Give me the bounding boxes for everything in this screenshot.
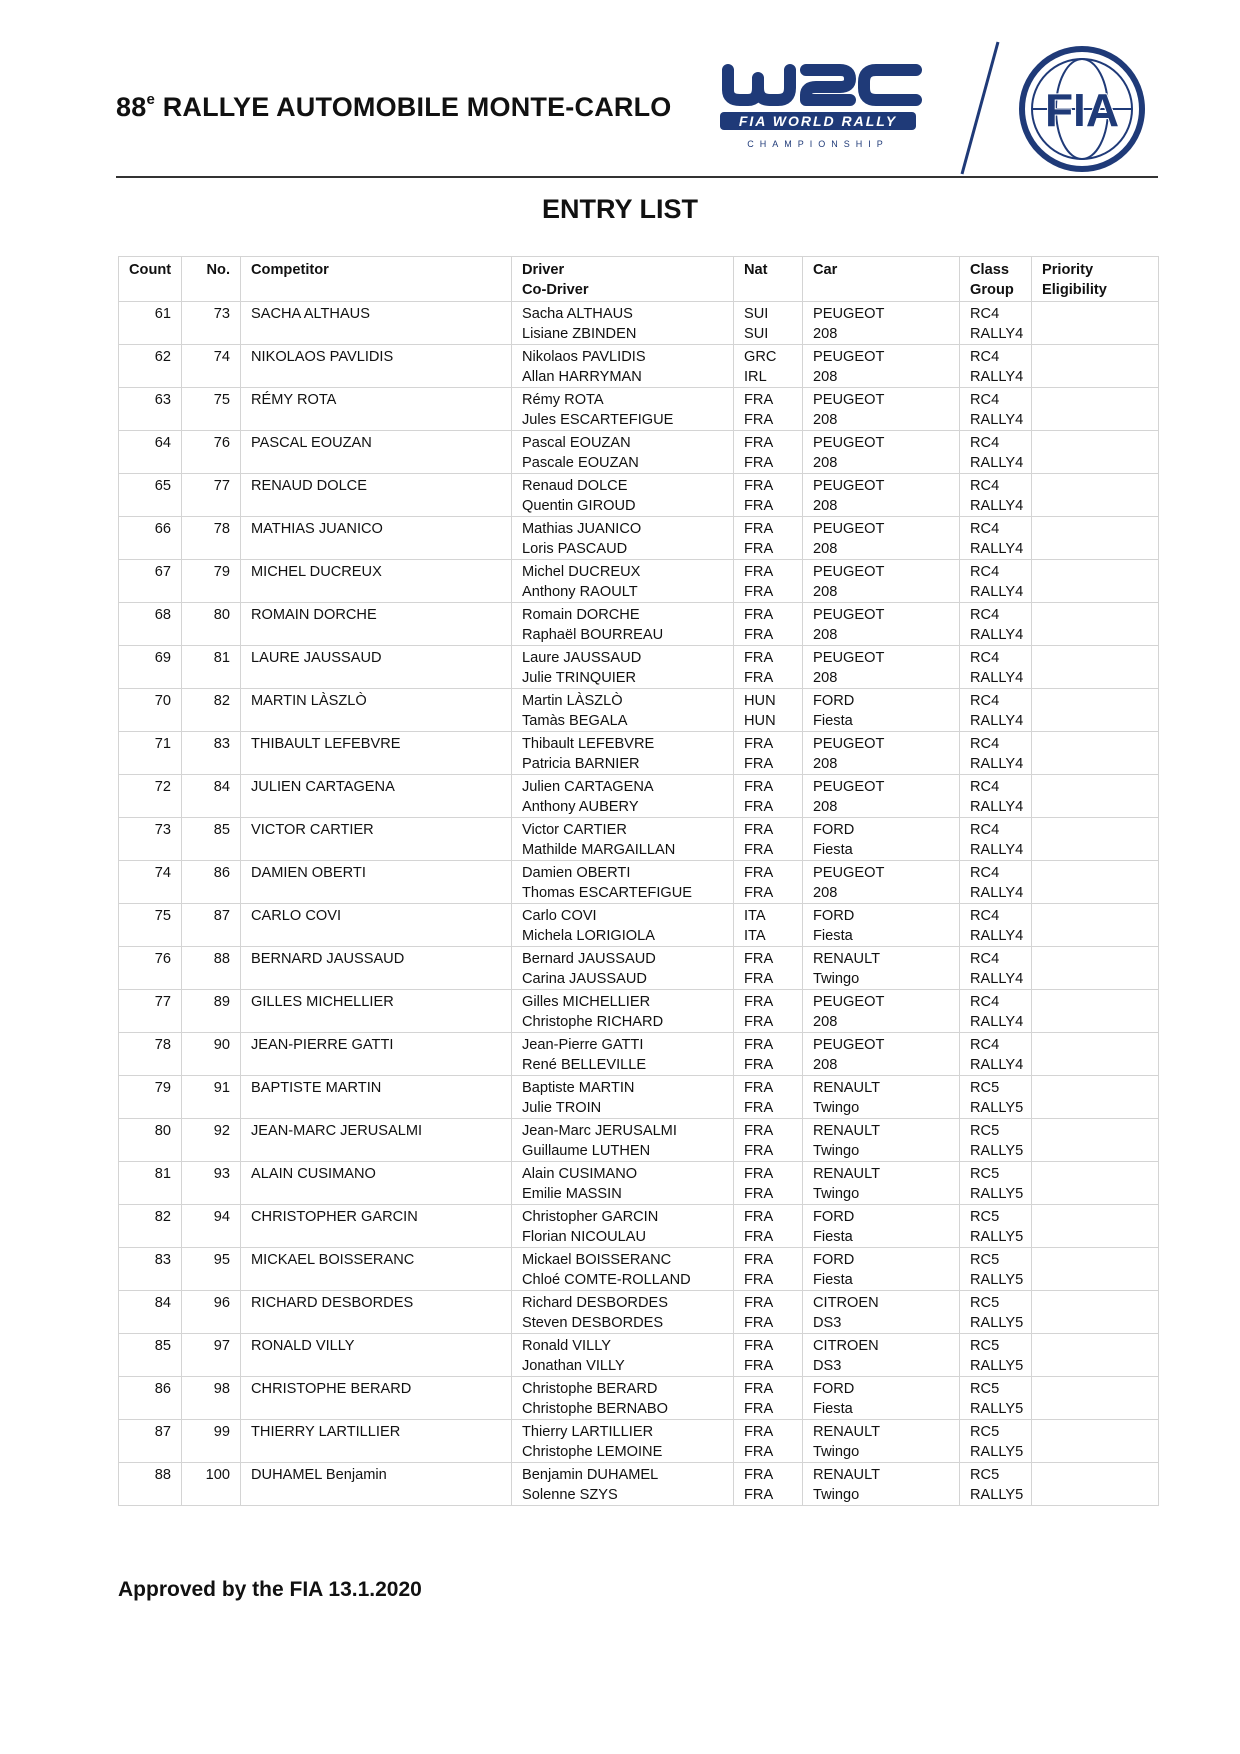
table-row (119, 345, 1159, 388)
count-cell: 85 (119, 1334, 182, 1377)
nationality-cell: SUI SUI (734, 302, 803, 345)
car-cell: CITROEN DS3 (803, 1291, 960, 1334)
crew-cell: Michel DUCREUX Anthony RAOULT (512, 560, 734, 603)
car-cell: FORD Fiesta (803, 1205, 960, 1248)
crew-cell: Thierry LARTILLIER Christophe LEMOINE (512, 1420, 734, 1463)
table-row (119, 947, 1159, 990)
nationality-cell: FRA FRA (734, 517, 803, 560)
table-row (119, 560, 1159, 603)
class-group-cell: RC4 RALLY4 (960, 990, 1032, 1033)
crew-cell: Jean-Marc JERUSALMI Guillaume LUTHEN (512, 1119, 734, 1162)
priority-cell (1032, 1463, 1159, 1506)
count-cell: 64 (119, 431, 182, 474)
class-group-cell: RC5 RALLY5 (960, 1076, 1032, 1119)
class-group-cell: RC4 RALLY4 (960, 517, 1032, 560)
class-group-cell: RC4 RALLY4 (960, 947, 1032, 990)
class-group-cell: RC4 RALLY4 (960, 603, 1032, 646)
car-number-cell: 74 (182, 345, 241, 388)
car-cell: FORD Fiesta (803, 1377, 960, 1420)
car-number-cell: 96 (182, 1291, 241, 1334)
crew-cell: Romain DORCHE Raphaël BOURREAU (512, 603, 734, 646)
entry-table-body (119, 302, 1159, 1506)
class-group-cell: RC4 RALLY4 (960, 431, 1032, 474)
car-number-cell: 93 (182, 1162, 241, 1205)
count-cell: 63 (119, 388, 182, 431)
crew-cell: Mathias JUANICO Loris PASCAUD (512, 517, 734, 560)
table-row (119, 689, 1159, 732)
car-number-cell: 78 (182, 517, 241, 560)
class-group-cell: RC4 RALLY4 (960, 732, 1032, 775)
class-group-cell: RC4 RALLY4 (960, 345, 1032, 388)
priority-cell (1032, 1334, 1159, 1377)
crew-cell: Richard DESBORDES Steven DESBORDES (512, 1291, 734, 1334)
crew-cell: Victor CARTIER Mathilde MARGAILLAN (512, 818, 734, 861)
car-cell: PEUGEOT 208 (803, 517, 960, 560)
car-number-cell: 95 (182, 1248, 241, 1291)
car-cell: RENAULT Twingo (803, 1420, 960, 1463)
table-row (119, 1248, 1159, 1291)
car-cell: PEUGEOT 208 (803, 388, 960, 431)
nationality-cell: FRA FRA (734, 1248, 803, 1291)
priority-cell (1032, 560, 1159, 603)
priority-cell (1032, 775, 1159, 818)
competitor-cell: MARTIN LÀSZLÒ (241, 689, 512, 732)
nationality-cell: FRA FRA (734, 1377, 803, 1420)
car-number-cell: 79 (182, 560, 241, 603)
car-cell: PEUGEOT 208 (803, 431, 960, 474)
car-cell: RENAULT Twingo (803, 1162, 960, 1205)
car-number-cell: 81 (182, 646, 241, 689)
competitor-cell: JEAN-PIERRE GATTI (241, 1033, 512, 1076)
table-row (119, 474, 1159, 517)
nationality-cell: FRA FRA (734, 1162, 803, 1205)
priority-cell (1032, 990, 1159, 1033)
priority-cell (1032, 732, 1159, 775)
crew-cell: Benjamin DUHAMEL Solenne SZYS (512, 1463, 734, 1506)
table-header-row (119, 257, 1159, 302)
car-number-cell: 100 (182, 1463, 241, 1506)
crew-cell: Carlo COVI Michela LORIGIOLA (512, 904, 734, 947)
count-cell: 68 (119, 603, 182, 646)
priority-cell (1032, 1162, 1159, 1205)
table-row (119, 1076, 1159, 1119)
nationality-cell: FRA FRA (734, 1463, 803, 1506)
crew-cell: Renaud DOLCE Quentin GIROUD (512, 474, 734, 517)
table-row (119, 990, 1159, 1033)
nationality-cell: FRA FRA (734, 990, 803, 1033)
table-row (119, 1377, 1159, 1420)
table-row (119, 1119, 1159, 1162)
count-cell: 86 (119, 1377, 182, 1420)
car-number-cell: 83 (182, 732, 241, 775)
nationality-cell: FRA FRA (734, 1205, 803, 1248)
col-priority-header: Priority Eligibility (1032, 257, 1159, 302)
competitor-cell: RICHARD DESBORDES (241, 1291, 512, 1334)
count-cell: 74 (119, 861, 182, 904)
class-group-cell: RC5 RALLY5 (960, 1119, 1032, 1162)
competitor-cell: BAPTISTE MARTIN (241, 1076, 512, 1119)
competitor-cell: PASCAL EOUZAN (241, 431, 512, 474)
svg-text:FIA: FIA (1044, 84, 1120, 136)
nationality-cell: FRA FRA (734, 732, 803, 775)
car-number-cell: 73 (182, 302, 241, 345)
page-header (116, 0, 1158, 176)
car-cell: RENAULT Twingo (803, 947, 960, 990)
svg-text:FIA WORLD RALLY: FIA WORLD RALLY (738, 113, 898, 129)
competitor-cell: RENAUD DOLCE (241, 474, 512, 517)
priority-cell (1032, 388, 1159, 431)
priority-cell (1032, 646, 1159, 689)
car-cell: PEUGEOT 208 (803, 646, 960, 689)
priority-cell (1032, 1205, 1159, 1248)
priority-cell (1032, 302, 1159, 345)
class-group-cell: RC5 RALLY5 (960, 1162, 1032, 1205)
car-cell: PEUGEOT 208 (803, 732, 960, 775)
car-number-cell: 76 (182, 431, 241, 474)
count-cell: 73 (119, 818, 182, 861)
car-number-cell: 82 (182, 689, 241, 732)
class-group-cell: RC4 RALLY4 (960, 775, 1032, 818)
car-cell: FORD Fiesta (803, 818, 960, 861)
car-cell: FORD Fiesta (803, 904, 960, 947)
car-number-cell: 97 (182, 1334, 241, 1377)
car-cell: PEUGEOT 208 (803, 345, 960, 388)
class-group-cell: RC5 RALLY5 (960, 1248, 1032, 1291)
table-row (119, 603, 1159, 646)
count-cell: 78 (119, 1033, 182, 1076)
car-cell: RENAULT Twingo (803, 1463, 960, 1506)
competitor-cell: NIKOLAOS PAVLIDIS (241, 345, 512, 388)
nationality-cell: FRA FRA (734, 560, 803, 603)
car-number-cell: 98 (182, 1377, 241, 1420)
nationality-cell: FRA FRA (734, 775, 803, 818)
car-cell: PEUGEOT 208 (803, 1033, 960, 1076)
nationality-cell: FRA FRA (734, 1033, 803, 1076)
priority-cell (1032, 603, 1159, 646)
count-cell: 75 (119, 904, 182, 947)
crew-cell: Nikolaos PAVLIDIS Allan HARRYMAN (512, 345, 734, 388)
car-number-cell: 92 (182, 1119, 241, 1162)
count-cell: 81 (119, 1162, 182, 1205)
count-cell: 83 (119, 1248, 182, 1291)
car-number-cell: 90 (182, 1033, 241, 1076)
competitor-cell: ALAIN CUSIMANO (241, 1162, 512, 1205)
car-cell: RENAULT Twingo (803, 1076, 960, 1119)
crew-cell: Jean-Pierre GATTI René BELLEVILLE (512, 1033, 734, 1076)
crew-cell: Laure JAUSSAUD Julie TRINQUIER (512, 646, 734, 689)
crew-cell: Rémy ROTA Jules ESCARTEFIGUE (512, 388, 734, 431)
nationality-cell: FRA FRA (734, 1291, 803, 1334)
class-group-cell: RC4 RALLY4 (960, 560, 1032, 603)
crew-cell: Bernard JAUSSAUD Carina JAUSSAUD (512, 947, 734, 990)
car-number-cell: 86 (182, 861, 241, 904)
table-row (119, 646, 1159, 689)
count-cell: 67 (119, 560, 182, 603)
fia-logo (1016, 44, 1148, 174)
priority-cell (1032, 1248, 1159, 1291)
car-number-cell: 89 (182, 990, 241, 1033)
car-cell: PEUGEOT 208 (803, 775, 960, 818)
table-row (119, 388, 1159, 431)
count-cell: 88 (119, 1463, 182, 1506)
car-number-cell: 91 (182, 1076, 241, 1119)
priority-cell (1032, 1377, 1159, 1420)
competitor-cell: JEAN-MARC JERUSALMI (241, 1119, 512, 1162)
car-number-cell: 80 (182, 603, 241, 646)
nationality-cell: FRA FRA (734, 603, 803, 646)
entry-table (118, 256, 1159, 1506)
class-group-cell: RC4 RALLY4 (960, 689, 1032, 732)
count-cell: 69 (119, 646, 182, 689)
count-cell: 79 (119, 1076, 182, 1119)
table-row (119, 904, 1159, 947)
competitor-cell: LAURE JAUSSAUD (241, 646, 512, 689)
col-no-header: No. (182, 257, 241, 302)
competitor-cell: RÉMY ROTA (241, 388, 512, 431)
col-nat-header: Nat (734, 257, 803, 302)
event-title: 88e RALLYE AUTOMOBILE MONTE-CARLO (116, 91, 672, 122)
competitor-cell: CHRISTOPHER GARCIN (241, 1205, 512, 1248)
table-row (119, 1463, 1159, 1506)
car-number-cell: 99 (182, 1420, 241, 1463)
priority-cell (1032, 345, 1159, 388)
competitor-cell: GILLES MICHELLIER (241, 990, 512, 1033)
class-group-cell: RC4 RALLY4 (960, 388, 1032, 431)
car-number-cell: 77 (182, 474, 241, 517)
competitor-cell: BERNARD JAUSSAUD (241, 947, 512, 990)
table-row (119, 431, 1159, 474)
competitor-cell: CARLO COVI (241, 904, 512, 947)
crew-cell: Martin LÀSZLÒ Tamàs BEGALA (512, 689, 734, 732)
col-count-header: Count (119, 257, 182, 302)
count-cell: 71 (119, 732, 182, 775)
nationality-cell: FRA FRA (734, 947, 803, 990)
table-row (119, 818, 1159, 861)
priority-cell (1032, 947, 1159, 990)
approval-note: Approved by the FIA 13.1.2020 (118, 1578, 422, 1601)
nationality-cell: FRA FRA (734, 1076, 803, 1119)
crew-cell: Christophe BERARD Christophe BERNABO (512, 1377, 734, 1420)
priority-cell (1032, 431, 1159, 474)
class-group-cell: RC5 RALLY5 (960, 1420, 1032, 1463)
competitor-cell: ROMAIN DORCHE (241, 603, 512, 646)
crew-cell: Thibault LEFEBVRE Patricia BARNIER (512, 732, 734, 775)
class-group-cell: RC5 RALLY5 (960, 1334, 1032, 1377)
col-competitor-header: Competitor (241, 257, 512, 302)
nationality-cell: FRA FRA (734, 474, 803, 517)
class-group-cell: RC5 RALLY5 (960, 1291, 1032, 1334)
crew-cell: Damien OBERTI Thomas ESCARTEFIGUE (512, 861, 734, 904)
table-row (119, 1033, 1159, 1076)
car-cell: PEUGEOT 208 (803, 861, 960, 904)
nationality-cell: FRA FRA (734, 646, 803, 689)
crew-cell: Mickael BOISSERANC Chloé COMTE-ROLLAND (512, 1248, 734, 1291)
priority-cell (1032, 517, 1159, 560)
crew-cell: Ronald VILLY Jonathan VILLY (512, 1334, 734, 1377)
class-group-cell: RC4 RALLY4 (960, 904, 1032, 947)
car-number-cell: 88 (182, 947, 241, 990)
col-class-header: Class Group (960, 257, 1032, 302)
car-cell: PEUGEOT 208 (803, 990, 960, 1033)
car-number-cell: 87 (182, 904, 241, 947)
wrc-logo (718, 60, 928, 156)
class-group-cell: RC4 RALLY4 (960, 1033, 1032, 1076)
nationality-cell: GRC IRL (734, 345, 803, 388)
crew-cell: Sacha ALTHAUS Lisiane ZBINDEN (512, 302, 734, 345)
car-number-cell: 85 (182, 818, 241, 861)
priority-cell (1032, 904, 1159, 947)
class-group-cell: RC4 RALLY4 (960, 646, 1032, 689)
table-row (119, 1420, 1159, 1463)
nationality-cell: FRA FRA (734, 388, 803, 431)
car-cell: PEUGEOT 208 (803, 474, 960, 517)
competitor-cell: DUHAMEL Benjamin (241, 1463, 512, 1506)
car-cell: RENAULT Twingo (803, 1119, 960, 1162)
class-group-cell: RC4 RALLY4 (960, 302, 1032, 345)
car-number-cell: 75 (182, 388, 241, 431)
page-title: ENTRY LIST (541, 194, 698, 224)
priority-cell (1032, 1033, 1159, 1076)
crew-cell: Baptiste MARTIN Julie TROIN (512, 1076, 734, 1119)
count-cell: 80 (119, 1119, 182, 1162)
crew-cell: Pascal EOUZAN Pascale EOUZAN (512, 431, 734, 474)
nationality-cell: FRA FRA (734, 861, 803, 904)
crew-cell: Gilles MICHELLIER Christophe RICHARD (512, 990, 734, 1033)
car-cell: FORD Fiesta (803, 1248, 960, 1291)
count-cell: 70 (119, 689, 182, 732)
nationality-cell: FRA FRA (734, 1420, 803, 1463)
table-row (119, 861, 1159, 904)
table-row (119, 1162, 1159, 1205)
class-group-cell: RC5 RALLY5 (960, 1377, 1032, 1420)
svg-text:CHAMPIONSHIP: CHAMPIONSHIP (747, 139, 889, 149)
class-group-cell: RC4 RALLY4 (960, 474, 1032, 517)
col-car-header: Car (803, 257, 960, 302)
class-group-cell: RC4 RALLY4 (960, 861, 1032, 904)
car-number-cell: 94 (182, 1205, 241, 1248)
table-row (119, 732, 1159, 775)
priority-cell (1032, 861, 1159, 904)
class-group-cell: RC5 RALLY5 (960, 1205, 1032, 1248)
competitor-cell: MATHIAS JUANICO (241, 517, 512, 560)
competitor-cell: MICHEL DUCREUX (241, 560, 512, 603)
col-driver-header: Driver Co-Driver (512, 257, 734, 302)
logo-divider (948, 40, 1008, 176)
count-cell: 76 (119, 947, 182, 990)
count-cell: 62 (119, 345, 182, 388)
table-row (119, 302, 1159, 345)
count-cell: 87 (119, 1420, 182, 1463)
priority-cell (1032, 1420, 1159, 1463)
table-row (119, 1334, 1159, 1377)
nationality-cell: FRA FRA (734, 1334, 803, 1377)
competitor-cell: MICKAEL BOISSERANC (241, 1248, 512, 1291)
car-cell: CITROEN DS3 (803, 1334, 960, 1377)
competitor-cell: DAMIEN OBERTI (241, 861, 512, 904)
priority-cell (1032, 1076, 1159, 1119)
table-row (119, 1205, 1159, 1248)
nationality-cell: FRA FRA (734, 818, 803, 861)
count-cell: 84 (119, 1291, 182, 1334)
count-cell: 72 (119, 775, 182, 818)
car-cell: PEUGEOT 208 (803, 560, 960, 603)
competitor-cell: CHRISTOPHE BERARD (241, 1377, 512, 1420)
nationality-cell: ITA ITA (734, 904, 803, 947)
car-number-cell: 84 (182, 775, 241, 818)
table-row (119, 517, 1159, 560)
count-cell: 61 (119, 302, 182, 345)
priority-cell (1032, 689, 1159, 732)
header-rule (116, 176, 1158, 178)
crew-cell: Julien CARTAGENA Anthony AUBERY (512, 775, 734, 818)
nationality-cell: FRA FRA (734, 1119, 803, 1162)
crew-cell: Alain CUSIMANO Emilie MASSIN (512, 1162, 734, 1205)
table-row (119, 775, 1159, 818)
priority-cell (1032, 818, 1159, 861)
priority-cell (1032, 1291, 1159, 1334)
competitor-cell: SACHA ALTHAUS (241, 302, 512, 345)
count-cell: 82 (119, 1205, 182, 1248)
priority-cell (1032, 474, 1159, 517)
count-cell: 66 (119, 517, 182, 560)
priority-cell (1032, 1119, 1159, 1162)
table-row (119, 1291, 1159, 1334)
competitor-cell: RONALD VILLY (241, 1334, 512, 1377)
competitor-cell: THIBAULT LEFEBVRE (241, 732, 512, 775)
competitor-cell: VICTOR CARTIER (241, 818, 512, 861)
car-cell: PEUGEOT 208 (803, 302, 960, 345)
competitor-cell: THIERRY LARTILLIER (241, 1420, 512, 1463)
nationality-cell: FRA FRA (734, 431, 803, 474)
car-cell: PEUGEOT 208 (803, 603, 960, 646)
class-group-cell: RC4 RALLY4 (960, 818, 1032, 861)
crew-cell: Christopher GARCIN Florian NICOULAU (512, 1205, 734, 1248)
competitor-cell: JULIEN CARTAGENA (241, 775, 512, 818)
class-group-cell: RC5 RALLY5 (960, 1463, 1032, 1506)
count-cell: 65 (119, 474, 182, 517)
car-cell: FORD Fiesta (803, 689, 960, 732)
count-cell: 77 (119, 990, 182, 1033)
nationality-cell: HUN HUN (734, 689, 803, 732)
